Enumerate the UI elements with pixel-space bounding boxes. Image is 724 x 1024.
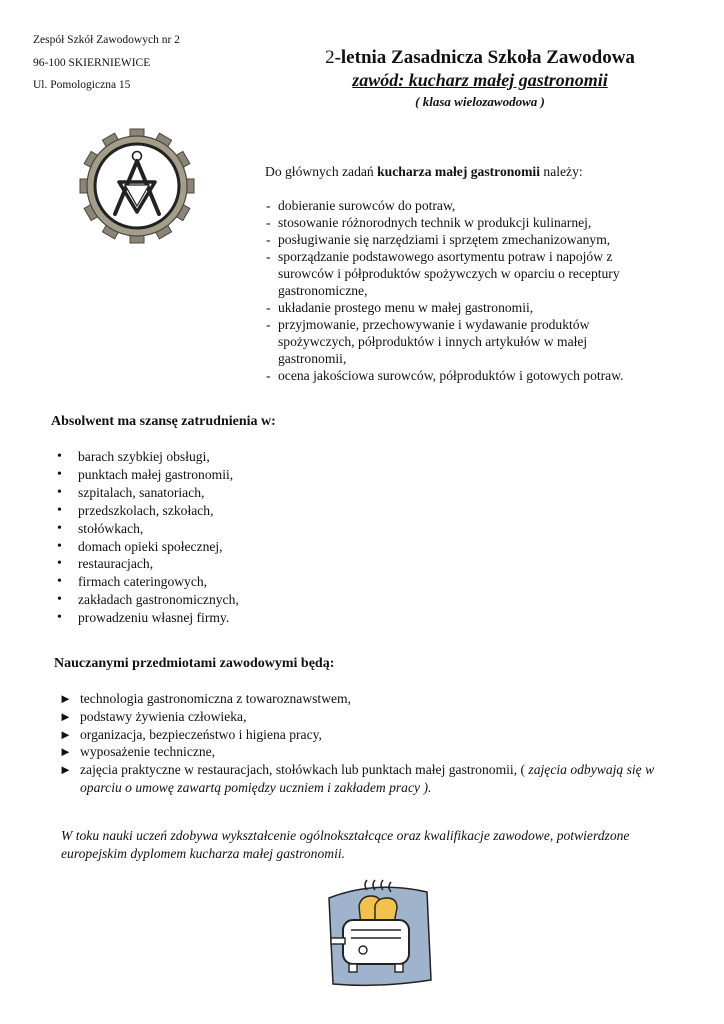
final-note: W toku nauki uczeń zdobywa wykształcenie ogólnokształcące oraz kwalifikacje zawodowe, potwierdzone europejskim dyplomem kucharza małej gastronomii. <box>61 828 630 861</box>
school-postal-city: 96-100 SKIERNIEWICE <box>33 57 151 69</box>
employment-item: • firmach cateringowych, <box>55 573 475 591</box>
gear-compass-emblem-icon <box>79 128 195 244</box>
duties-list <box>265 197 665 384</box>
subject-item-practical <box>58 761 668 797</box>
practical-plain: zajęcia praktyczne w restauracjach, stołówkach lub punktach małej gastronomii, ( <box>80 762 529 778</box>
duty-item: - posługiwanie się narzędziami i sprzętem zmechanizowanym, <box>265 231 665 248</box>
employment-item: • domach opieki społecznej, <box>55 538 475 556</box>
employment-item: • szpitalach, sanatoriach, <box>55 484 475 502</box>
duties-intro-bold: kucharza małej gastronomii <box>377 164 540 179</box>
employment-section <box>55 448 475 627</box>
class-type: ( klasa wielozawodowa ) <box>415 94 545 109</box>
duties-intro <box>265 163 665 180</box>
employment-item: • punktach małej gastronomii, <box>55 466 475 484</box>
school-street: Ul. Pomologiczna 15 <box>33 79 131 91</box>
subjects-section <box>58 690 668 797</box>
duty-item: - przyjmowanie, przechowywanie i wydawanie produktów spożywczych, półproduktów i innych artykułów w małej gastronomii, <box>265 316 650 367</box>
duty-item: - dobieranie surowców do potraw, <box>265 197 665 214</box>
employment-item: • barach szybkiej obsługi, <box>55 448 475 466</box>
employment-list <box>55 448 475 627</box>
profession-title: zawód: kucharz małej gastronomii <box>352 70 608 90</box>
duties-intro-post: należy: <box>540 164 583 179</box>
employment-item: • restauracjach, <box>55 555 475 573</box>
duty-item: - sporządzanie podstawowego asortymentu potraw i napojów z surowców i półproduktów spożywczych w oparciu o receptury gastronomiczne, <box>265 248 650 299</box>
employment-heading: Absolwent ma szansę zatrudnienia w: <box>51 414 276 429</box>
subjects-list <box>58 690 668 797</box>
title-text: -letnia Zasadnicza Szkoła Zawodowa <box>334 47 635 68</box>
subject-item: ► technologia gastronomiczna z towaroznawstwem, <box>58 690 668 708</box>
page-title <box>300 47 660 69</box>
duty-item: - stosowanie różnorodnych technik w produkcji kulinarnej, <box>265 214 665 231</box>
subject-item: ► organizacja, bezpieczeństwo i higiena pracy, <box>58 726 668 744</box>
employment-item: • stołówkach, <box>55 520 475 538</box>
subject-item: ► wyposażenie techniczne, <box>58 743 668 761</box>
employment-item: • przedszkolach, szkołach, <box>55 502 475 520</box>
employment-item: • prowadzeniu własnej firmy. <box>55 609 475 627</box>
duty-item: - ocena jakościowa surowców, półproduktów i gotowych potraw. <box>265 367 628 384</box>
subjects-heading: Nauczanymi przedmiotami zawodowymi będą: <box>54 656 335 671</box>
toaster-icon <box>315 876 435 992</box>
employment-item: • zakładach gastronomicznych, <box>55 591 475 609</box>
duty-item: - układanie prostego menu w małej gastronomii, <box>265 299 665 316</box>
subject-item: ► podstawy żywienia człowieka, <box>58 708 668 726</box>
school-name: Zespół Szkół Zawodowych nr 2 <box>33 34 180 46</box>
practical-italic: zajęcia odbywają się w oparciu o umowę zawartą pomiędzy uczniem i zakładem pracy ). <box>80 762 655 795</box>
duties-section <box>265 163 665 384</box>
title-number: 2 <box>325 47 335 68</box>
duties-intro-pre: Do głównych zadań <box>265 164 378 179</box>
